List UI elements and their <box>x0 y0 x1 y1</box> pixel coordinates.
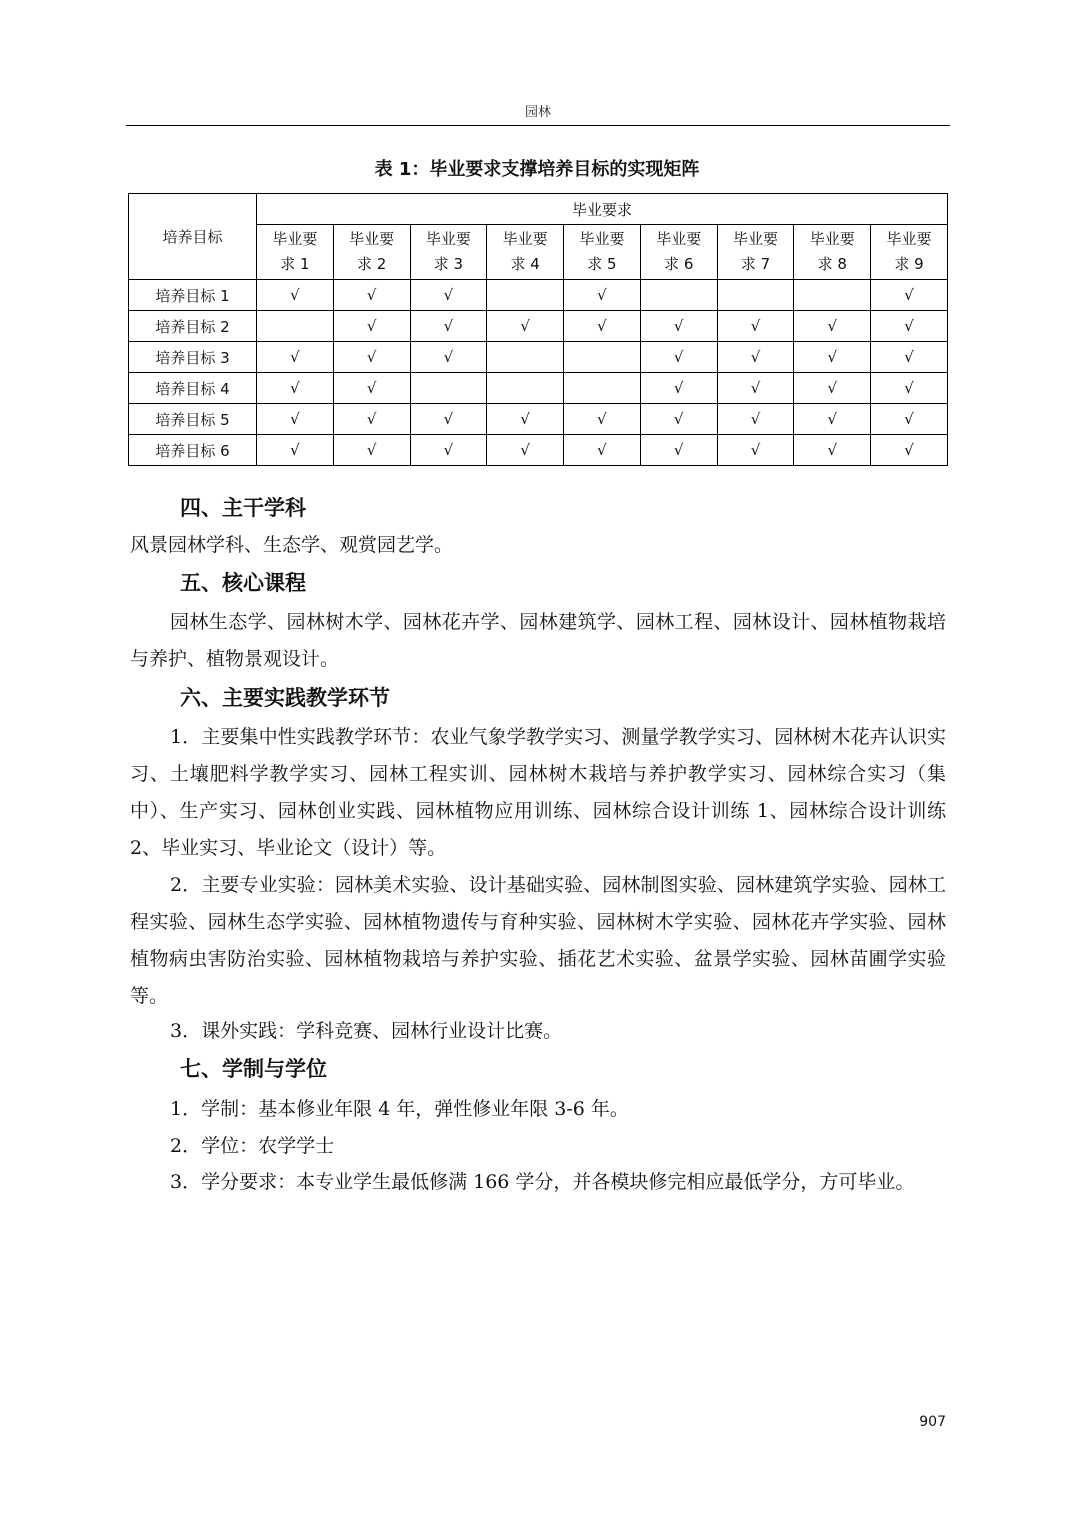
requirement-header-line: 求 6 <box>664 255 694 273</box>
matrix-cell: √ <box>564 404 641 435</box>
requirement-header-line: 毕业要 <box>502 230 548 248</box>
matrix-cell: √ <box>410 280 487 311</box>
matrix-cell: √ <box>333 435 410 466</box>
matrix-cell <box>487 373 564 404</box>
matrix-cell: √ <box>871 435 948 466</box>
requirement-header <box>717 225 794 280</box>
matrix-cell <box>640 280 717 311</box>
matrix-cell: √ <box>257 404 334 435</box>
header-rule <box>126 125 950 126</box>
requirement-header-line: 求 9 <box>894 255 924 273</box>
section-7-paragraph-3: 3．学分要求：本专业学生最低修满 166 学分，并各模块修完相应最低学分，方可毕业。 <box>170 1171 915 1193</box>
section-7-paragraph-1: 1．学制：基本修业年限 4 年，弹性修业年限 3-6 年。 <box>170 1098 629 1120</box>
requirement-header <box>564 225 641 280</box>
requirement-header-line: 毕业要 <box>886 230 932 248</box>
matrix-cell: √ <box>487 311 564 342</box>
matrix-cell: √ <box>333 342 410 373</box>
matrix-cell: √ <box>794 435 871 466</box>
matrix-cell: √ <box>794 404 871 435</box>
matrix-cell: √ <box>717 435 794 466</box>
matrix-cell <box>717 280 794 311</box>
objective-label: 培养目标 5 <box>129 404 257 435</box>
matrix-cell: √ <box>640 435 717 466</box>
section-heading-4: 四、主干学科 <box>180 496 306 520</box>
table-corner-header: 培养目标 <box>129 194 257 280</box>
matrix-cell: √ <box>871 342 948 373</box>
matrix-body <box>129 194 948 466</box>
section-7-paragraph-2: 2．学位：农学学士 <box>170 1135 335 1157</box>
matrix-cell: √ <box>640 373 717 404</box>
requirement-header-line: 毕业要 <box>732 230 778 248</box>
matrix-cell: √ <box>333 404 410 435</box>
requirement-header <box>871 225 948 280</box>
matrix-cell: √ <box>257 342 334 373</box>
section-6-paragraph-3: 3．课外实践：学科竞赛、园林行业设计比赛。 <box>170 1020 563 1042</box>
table-row <box>129 435 948 466</box>
matrix-cell: √ <box>717 311 794 342</box>
matrix-cell <box>487 280 564 311</box>
matrix-cell: √ <box>564 280 641 311</box>
matrix-cell: √ <box>640 311 717 342</box>
matrix-cell: √ <box>871 404 948 435</box>
requirement-header-line: 毕业要 <box>425 230 471 248</box>
requirement-header-line: 求 2 <box>356 255 387 273</box>
matrix-cell: √ <box>487 404 564 435</box>
section-4-text: 风景园林学科、生态学、观赏园艺学。 <box>130 534 454 556</box>
requirement-header <box>794 225 871 280</box>
objective-label: 培养目标 4 <box>129 373 257 404</box>
table-row <box>129 280 948 311</box>
requirement-header <box>333 225 410 280</box>
section-5-text: 园林生态学、园林树木学、园林花卉学、园林建筑学、园林工程、园林设计、园林植物栽培与养护、植物景观设计。 <box>130 611 946 670</box>
requirement-header-line: 求 3 <box>433 255 464 273</box>
requirement-header-line: 毕业要 <box>809 230 855 248</box>
matrix-cell <box>410 373 487 404</box>
requirement-header-line: 求 7 <box>740 255 771 273</box>
matrix-cell: √ <box>333 311 410 342</box>
objective-label: 培养目标 1 <box>129 280 257 311</box>
objective-label: 培养目标 3 <box>129 342 257 373</box>
running-header: 园林 <box>524 105 551 120</box>
matrix-cell <box>257 311 334 342</box>
requirement-header-line: 毕业要 <box>579 230 625 248</box>
requirement-header-line: 毕业要 <box>656 230 702 248</box>
matrix-cell: √ <box>794 373 871 404</box>
page-number: 907 <box>919 1414 946 1430</box>
requirement-header <box>640 225 717 280</box>
section-heading-5: 五、核心课程 <box>180 571 306 595</box>
table-caption: 表 1：毕业要求支撑培养目标的实现矩阵 <box>374 159 700 180</box>
matrix-cell: √ <box>564 435 641 466</box>
matrix-cell: √ <box>257 435 334 466</box>
requirement-header-line: 求 8 <box>817 255 847 273</box>
matrix-cell <box>564 342 641 373</box>
matrix-cell <box>564 373 641 404</box>
matrix-cell: √ <box>717 373 794 404</box>
support-matrix-table <box>128 193 948 466</box>
matrix-cell: √ <box>410 311 487 342</box>
matrix-cell: √ <box>794 311 871 342</box>
requirement-header-line: 毕业要 <box>272 230 318 248</box>
section-6-paragraph-1: 1．主要集中性实践教学环节：农业气象学教学实习、测量学教学实习、园林树木花卉认识实习、土壤肥料学教学实习、园林工程实训、园林树木栽培与养护教学实习、园林综合实习（集中）、生产实习、园林创业实践、园林植物应用训练、园林综合设计训练 1、园林综合设计训练 2、毕业实习、毕业论文（设计）等。 <box>130 726 946 859</box>
requirement-header-line: 求 4 <box>510 255 540 273</box>
matrix-cell: √ <box>333 280 410 311</box>
matrix-cell <box>794 280 871 311</box>
requirement-header-line: 毕业要 <box>349 230 395 248</box>
matrix-cell: √ <box>410 435 487 466</box>
requirement-header <box>487 225 564 280</box>
matrix-cell: √ <box>257 280 334 311</box>
table-row <box>129 373 948 404</box>
matrix-cell: √ <box>640 404 717 435</box>
table-row <box>129 311 948 342</box>
matrix-cell: √ <box>410 342 487 373</box>
objective-label: 培养目标 6 <box>129 435 257 466</box>
matrix-cell: √ <box>640 342 717 373</box>
matrix-cell: √ <box>257 373 334 404</box>
section-heading-7: 七、学制与学位 <box>180 1057 327 1081</box>
matrix-cell: √ <box>871 311 948 342</box>
table-row <box>129 342 948 373</box>
matrix-cell: √ <box>410 404 487 435</box>
objective-label: 培养目标 2 <box>129 311 257 342</box>
matrix-cell: √ <box>333 373 410 404</box>
matrix-cell: √ <box>717 404 794 435</box>
table-row <box>129 404 948 435</box>
requirement-header <box>257 225 334 280</box>
section-heading-6: 六、主要实践教学环节 <box>180 686 390 710</box>
matrix-cell: √ <box>871 373 948 404</box>
matrix-cell: √ <box>871 280 948 311</box>
section-6-paragraph-2: 2．主要专业实验：园林美术实验、设计基础实验、园林制图实验、园林建筑学实验、园林工程实验、园林生态学实验、园林植物遗传与育种实验、园林树木学实验、园林花卉学实验、园林植物病虫害防治实验、园林植物栽培与养护实验、插花艺术实验、盆景学实验、园林苗圃学实验等。 <box>130 874 946 1007</box>
requirement-header-line: 求 5 <box>587 255 617 273</box>
requirement-header-line: 求 1 <box>280 255 310 273</box>
matrix-cell: √ <box>564 311 641 342</box>
matrix-cell: √ <box>717 342 794 373</box>
matrix-cell: √ <box>487 435 564 466</box>
requirement-header <box>410 225 487 280</box>
table-group-header: 毕业要求 <box>257 194 948 225</box>
matrix-cell <box>487 342 564 373</box>
matrix-cell: √ <box>794 342 871 373</box>
